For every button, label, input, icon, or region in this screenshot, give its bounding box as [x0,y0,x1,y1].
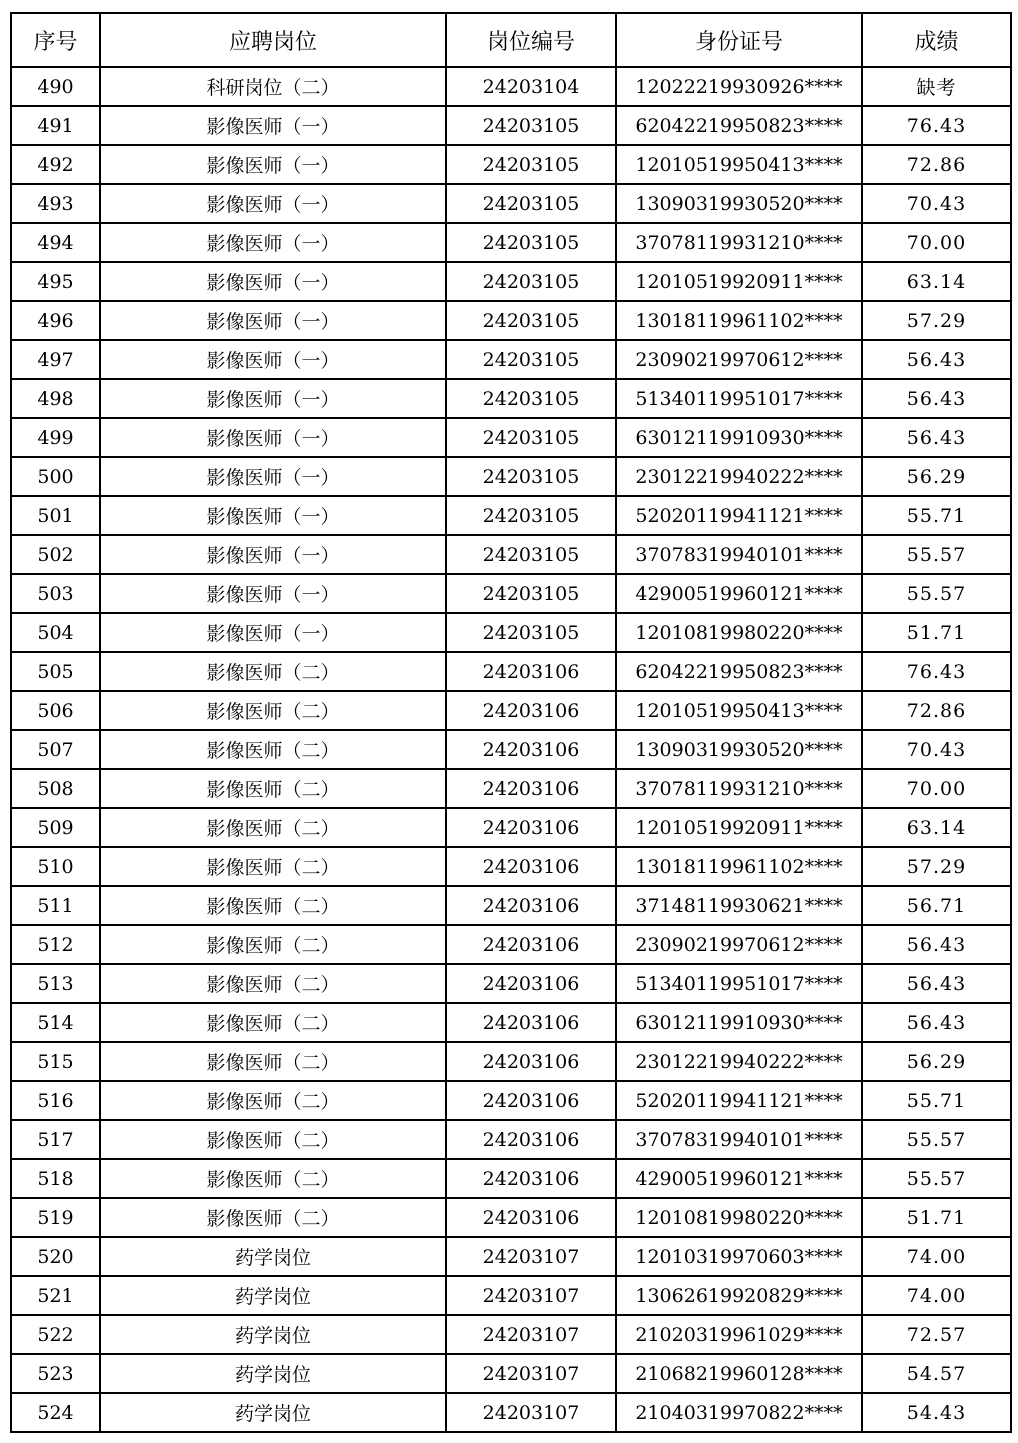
table-row [11,535,1011,574]
id-number-cell: 12022219930926**** [616,67,862,106]
table-row [11,1003,1011,1042]
serial-cell: 507 [11,730,100,769]
score-cell: 56.43 [862,418,1011,457]
id-number-cell: 42900519960121**** [616,574,862,613]
position-code-cell: 24203105 [446,301,616,340]
serial-cell: 505 [11,652,100,691]
id-number-cell: 12010519920911**** [616,808,862,847]
serial-cell: 501 [11,496,100,535]
position-cell: 影像医师（二） [100,1003,446,1042]
serial-cell: 494 [11,223,100,262]
table-body [11,67,1011,1432]
serial-cell: 511 [11,886,100,925]
serial-cell: 523 [11,1354,100,1393]
position-code-cell: 24203107 [446,1237,616,1276]
position-code-cell: 24203105 [446,223,616,262]
score-cell: 55.71 [862,1081,1011,1120]
table-row [11,496,1011,535]
score-cell: 76.43 [862,652,1011,691]
id-number-cell: 37078319940101**** [616,1120,862,1159]
position-code-cell: 24203105 [446,340,616,379]
table-row [11,145,1011,184]
score-cell: 56.29 [862,1042,1011,1081]
serial-cell: 521 [11,1276,100,1315]
serial-cell: 503 [11,574,100,613]
score-cell: 56.43 [862,925,1011,964]
position-code-cell: 24203105 [446,145,616,184]
table-row [11,964,1011,1003]
id-number-cell: 13090319930520**** [616,730,862,769]
position-code-cell: 24203105 [446,184,616,223]
position-code-cell: 24203105 [446,379,616,418]
position-code-cell: 24203105 [446,418,616,457]
id-number-cell: 12010519920911**** [616,262,862,301]
id-number-cell: 13018119961102**** [616,301,862,340]
id-number-cell: 13090319930520**** [616,184,862,223]
position-code-cell: 24203107 [446,1315,616,1354]
table-row [11,1237,1011,1276]
score-cell: 74.00 [862,1276,1011,1315]
id-number-cell: 23012219940222**** [616,457,862,496]
position-cell: 影像医师（一） [100,574,446,613]
table-row [11,613,1011,652]
position-cell: 影像医师（一） [100,145,446,184]
table-row [11,691,1011,730]
serial-cell: 517 [11,1120,100,1159]
header-id-number: 身份证号 [616,13,862,67]
position-code-cell: 24203107 [446,1354,616,1393]
position-code-cell: 24203105 [446,262,616,301]
score-cell: 56.71 [862,886,1011,925]
score-cell: 55.57 [862,1120,1011,1159]
table-row [11,340,1011,379]
header-position: 应聘岗位 [100,13,446,67]
position-cell: 影像医师（一） [100,184,446,223]
id-number-cell: 52020119941121**** [616,496,862,535]
position-cell: 影像医师（二） [100,691,446,730]
position-code-cell: 24203106 [446,1081,616,1120]
position-code-cell: 24203106 [446,1003,616,1042]
position-cell: 科研岗位（二） [100,67,446,106]
position-code-cell: 24203105 [446,496,616,535]
header-row [11,13,1011,67]
position-code-cell: 24203106 [446,691,616,730]
position-cell: 影像医师（二） [100,925,446,964]
score-cell: 55.57 [862,1159,1011,1198]
table-row [11,847,1011,886]
serial-cell: 509 [11,808,100,847]
id-number-cell: 52020119941121**** [616,1081,862,1120]
table-row [11,730,1011,769]
score-cell: 54.43 [862,1393,1011,1432]
serial-cell: 508 [11,769,100,808]
position-cell: 影像医师（二） [100,1042,446,1081]
serial-cell: 504 [11,613,100,652]
position-code-cell: 24203105 [446,535,616,574]
position-code-cell: 24203106 [446,847,616,886]
position-code-cell: 24203106 [446,808,616,847]
serial-cell: 497 [11,340,100,379]
serial-cell: 496 [11,301,100,340]
id-number-cell: 23012219940222**** [616,1042,862,1081]
id-number-cell: 37078319940101**** [616,535,862,574]
serial-cell: 510 [11,847,100,886]
score-cell: 55.71 [862,496,1011,535]
table-row [11,1159,1011,1198]
position-cell: 影像医师（一） [100,301,446,340]
table-row [11,1081,1011,1120]
position-cell: 影像医师（一） [100,496,446,535]
table-row [11,1315,1011,1354]
position-code-cell: 24203105 [446,106,616,145]
score-cell: 54.57 [862,1354,1011,1393]
table-row [11,301,1011,340]
score-cell: 57.29 [862,847,1011,886]
score-cell: 70.43 [862,184,1011,223]
serial-cell: 515 [11,1042,100,1081]
serial-cell: 518 [11,1159,100,1198]
score-cell: 缺考 [862,67,1011,106]
serial-cell: 492 [11,145,100,184]
table-row [11,67,1011,106]
id-number-cell: 23090219970612**** [616,925,862,964]
id-number-cell: 12010819980220**** [616,1198,862,1237]
table-row [11,808,1011,847]
serial-cell: 522 [11,1315,100,1354]
score-cell: 76.43 [862,106,1011,145]
serial-cell: 506 [11,691,100,730]
serial-cell: 520 [11,1237,100,1276]
table-row [11,1120,1011,1159]
serial-cell: 500 [11,457,100,496]
score-table [10,12,1012,1433]
table-row [11,1042,1011,1081]
position-cell: 影像医师（二） [100,1159,446,1198]
score-sheet [10,12,1012,1433]
score-cell: 56.43 [862,964,1011,1003]
position-cell: 影像医师（二） [100,964,446,1003]
position-cell: 影像医师（二） [100,1198,446,1237]
position-code-cell: 24203106 [446,1042,616,1081]
serial-cell: 493 [11,184,100,223]
table-row [11,418,1011,457]
table-row [11,1198,1011,1237]
position-cell: 影像医师（二） [100,652,446,691]
id-number-cell: 51340119951017**** [616,379,862,418]
position-cell: 影像医师（一） [100,106,446,145]
score-cell: 63.14 [862,262,1011,301]
position-cell: 影像医师（一） [100,340,446,379]
score-cell: 72.57 [862,1315,1011,1354]
position-cell: 影像医师（一） [100,223,446,262]
serial-cell: 512 [11,925,100,964]
id-number-cell: 12010819980220**** [616,613,862,652]
table-row [11,769,1011,808]
position-cell: 影像医师（一） [100,535,446,574]
id-number-cell: 63012119910930**** [616,1003,862,1042]
id-number-cell: 21020319961029**** [616,1315,862,1354]
table-row [11,184,1011,223]
id-number-cell: 51340119951017**** [616,964,862,1003]
score-cell: 56.43 [862,379,1011,418]
position-code-cell: 24203106 [446,1159,616,1198]
serial-cell: 519 [11,1198,100,1237]
score-cell: 74.00 [862,1237,1011,1276]
position-cell: 影像医师（二） [100,1081,446,1120]
table-row [11,1354,1011,1393]
position-code-cell: 24203106 [446,886,616,925]
serial-cell: 502 [11,535,100,574]
position-cell: 药学岗位 [100,1276,446,1315]
score-cell: 72.86 [862,691,1011,730]
id-number-cell: 12010519950413**** [616,145,862,184]
id-number-cell: 42900519960121**** [616,1159,862,1198]
position-code-cell: 24203106 [446,964,616,1003]
position-code-cell: 24203107 [446,1393,616,1432]
position-cell: 影像医师（二） [100,1120,446,1159]
id-number-cell: 62042219950823**** [616,106,862,145]
score-cell: 55.57 [862,535,1011,574]
position-cell: 影像医师（一） [100,262,446,301]
serial-cell: 490 [11,67,100,106]
position-cell: 影像医师（一） [100,418,446,457]
position-code-cell: 24203106 [446,730,616,769]
id-number-cell: 12010519950413**** [616,691,862,730]
serial-cell: 499 [11,418,100,457]
table-row [11,457,1011,496]
id-number-cell: 23090219970612**** [616,340,862,379]
id-number-cell: 12010319970603**** [616,1237,862,1276]
serial-cell: 514 [11,1003,100,1042]
serial-cell: 524 [11,1393,100,1432]
table-row [11,574,1011,613]
table-row [11,262,1011,301]
score-cell: 72.86 [862,145,1011,184]
serial-cell: 491 [11,106,100,145]
id-number-cell: 63012119910930**** [616,418,862,457]
position-cell: 影像医师（二） [100,886,446,925]
id-number-cell: 21068219960128**** [616,1354,862,1393]
score-cell: 56.29 [862,457,1011,496]
serial-cell: 498 [11,379,100,418]
score-cell: 70.00 [862,223,1011,262]
position-code-cell: 24203105 [446,574,616,613]
header-position-code: 岗位编号 [446,13,616,67]
score-cell: 55.57 [862,574,1011,613]
id-number-cell: 37148119930621**** [616,886,862,925]
position-code-cell: 24203106 [446,1198,616,1237]
position-cell: 影像医师（二） [100,808,446,847]
table-row [11,652,1011,691]
table-row [11,223,1011,262]
id-number-cell: 13018119961102**** [616,847,862,886]
score-cell: 70.43 [862,730,1011,769]
id-number-cell: 13062619920829**** [616,1276,862,1315]
score-cell: 63.14 [862,808,1011,847]
position-cell: 药学岗位 [100,1315,446,1354]
score-cell: 56.43 [862,1003,1011,1042]
position-cell: 影像医师（一） [100,379,446,418]
score-cell: 51.71 [862,613,1011,652]
position-code-cell: 24203106 [446,925,616,964]
serial-cell: 513 [11,964,100,1003]
header-score: 成绩 [862,13,1011,67]
id-number-cell: 21040319970822**** [616,1393,862,1432]
id-number-cell: 37078119931210**** [616,769,862,808]
serial-cell: 516 [11,1081,100,1120]
position-cell: 影像医师（二） [100,769,446,808]
position-code-cell: 24203106 [446,1120,616,1159]
position-cell: 影像医师（二） [100,847,446,886]
position-code-cell: 24203106 [446,769,616,808]
score-cell: 57.29 [862,301,1011,340]
header-serial: 序号 [11,13,100,67]
position-cell: 药学岗位 [100,1237,446,1276]
score-cell: 70.00 [862,769,1011,808]
id-number-cell: 37078119931210**** [616,223,862,262]
score-cell: 56.43 [862,340,1011,379]
position-code-cell: 24203105 [446,457,616,496]
table-row [11,886,1011,925]
position-cell: 药学岗位 [100,1354,446,1393]
position-code-cell: 24203107 [446,1276,616,1315]
id-number-cell: 62042219950823**** [616,652,862,691]
position-code-cell: 24203106 [446,652,616,691]
position-code-cell: 24203104 [446,67,616,106]
position-cell: 影像医师（二） [100,730,446,769]
serial-cell: 495 [11,262,100,301]
position-cell: 药学岗位 [100,1393,446,1432]
table-row [11,379,1011,418]
table-row [11,925,1011,964]
table-row [11,1276,1011,1315]
position-cell: 影像医师（一） [100,457,446,496]
position-code-cell: 24203105 [446,613,616,652]
position-cell: 影像医师（一） [100,613,446,652]
table-row [11,1393,1011,1432]
score-cell: 51.71 [862,1198,1011,1237]
table-row [11,106,1011,145]
